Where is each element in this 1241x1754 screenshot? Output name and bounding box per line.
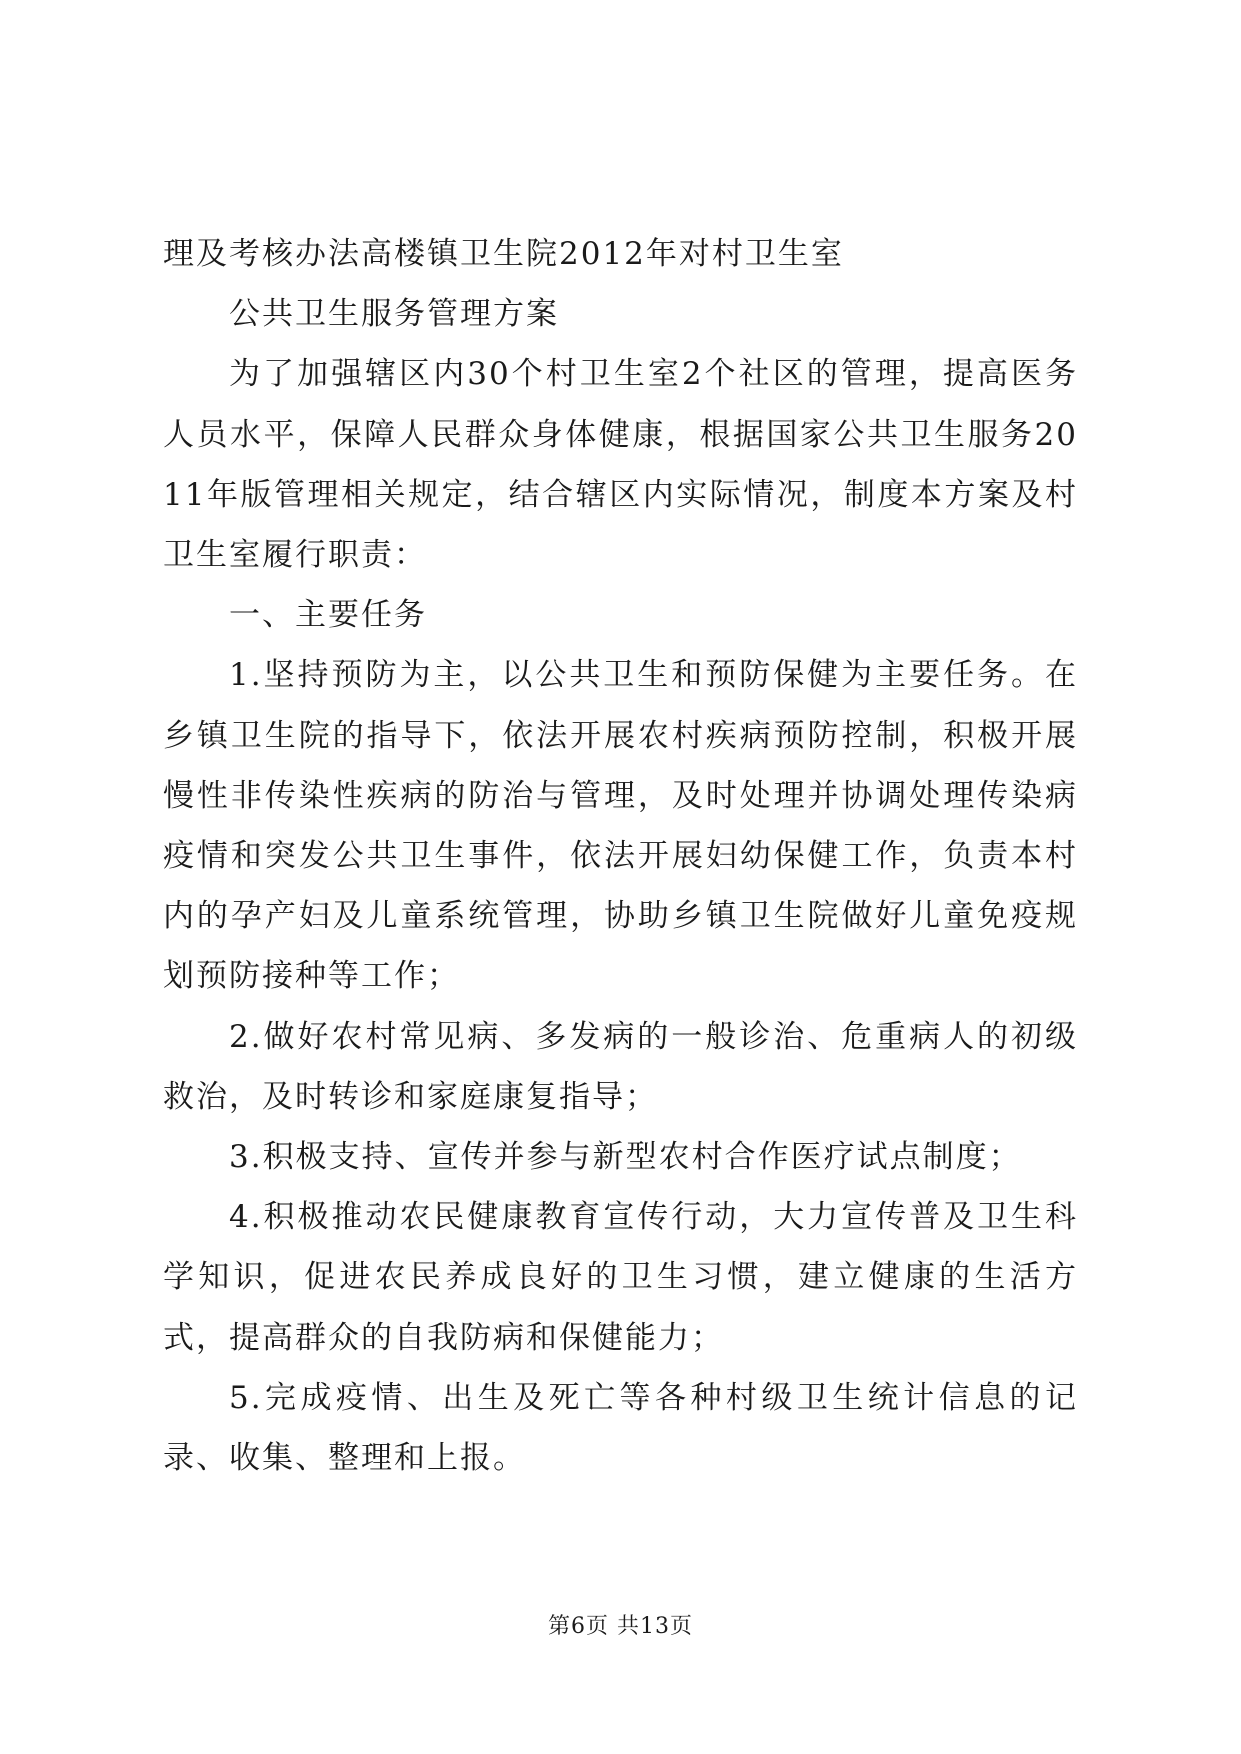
list-item-2: 2.做好农村常见病、多发病的一般诊治、危重病人的初级救治，及时转诊和家庭康复指导；: [163, 1018, 1078, 1115]
paragraph-intro: 为了加强辖区内30个村卫生室2个社区的管理，提高医务人员水平，保障人民群众身体健康，根据国家公共卫生服务2011年版管理相关规定，结合辖区内实际情况，制度本方案及村卫生室履行职责：: [163, 356, 1078, 574]
paragraph-title-line-2: 公共卫生服务管理方案: [229, 296, 559, 333]
paragraph-title-continuation: 理及考核办法高楼镇卫生院2012年对村卫生室: [163, 236, 844, 272]
list-item-3: 3.积极支持、宣传并参与新型农村合作医疗试点制度；: [229, 1139, 1022, 1176]
section-heading-main-tasks: 一、主要任务: [229, 597, 427, 634]
list-item-4: 4.积极推动农民健康教育宣传行动，大力宣传普及卫生科学知识，促进农民养成良好的卫生习惯，建立健康的生活方式，提高群众的自我防病和保健能力；: [163, 1199, 1078, 1356]
list-item-5: 5.完成疫情、出生及死亡等各种村级卫生统计信息的记录、收集、整理和上报。: [163, 1379, 1078, 1477]
document-body: [163, 224, 1078, 1488]
list-item-1: 1.坚持预防为主，以公共卫生和预防保健为主要任务。在乡镇卫生院的指导下，依法开展农村疾病预防控制，积极开展慢性非传染性疾病的防治与管理，及时处理并协调处理传染病疫情和突发公共卫生事件，依法开展妇幼保健工作，负责本村内的孕产妇及儿童系统管理，协助乡镇卫生院做好儿童免疫规划预防接种等工作；: [163, 657, 1078, 995]
page-number-footer: 第6页 共13页: [548, 1614, 693, 1639]
